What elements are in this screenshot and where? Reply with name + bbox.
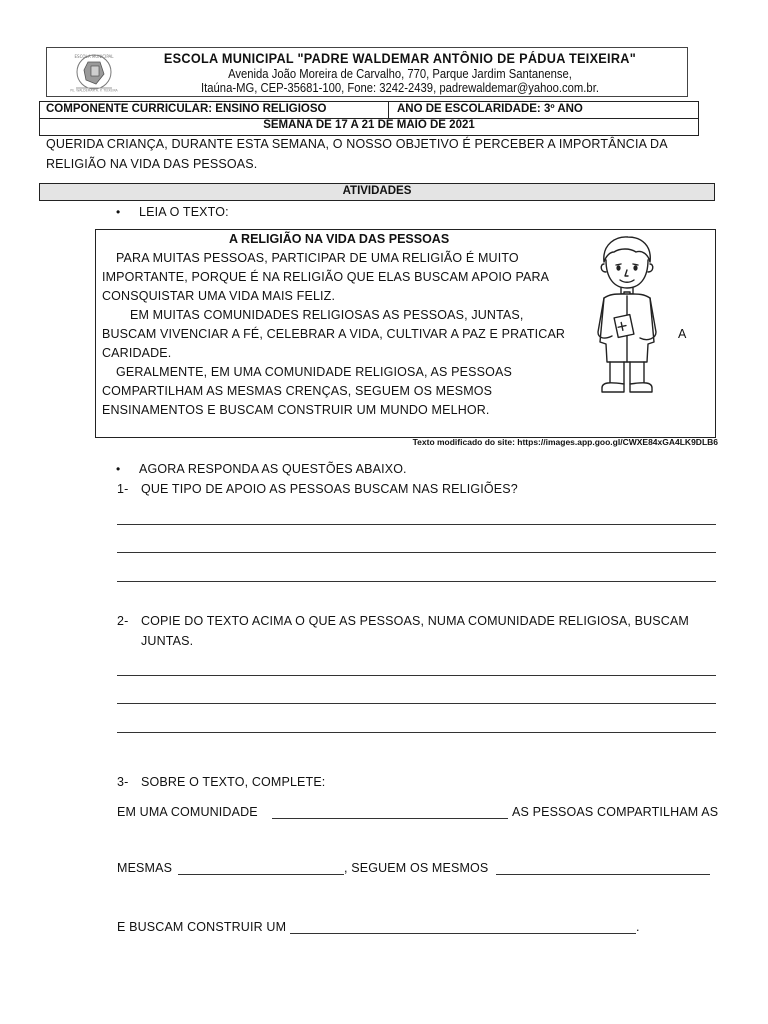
answer-instruction: AGORA RESPONDA AS QUESTÕES ABAIXO.: [139, 462, 407, 476]
question-1: QUE TIPO DE APOIO AS PESSOAS BUSCAM NAS RELIGIÕES?: [141, 482, 518, 496]
reading-trailing-a: A: [678, 327, 687, 341]
blank-teachings[interactable]: [496, 862, 710, 875]
reading-line: CONSQUISTAR UMA VIDA MAIS FELIZ.: [102, 289, 336, 303]
complete-sentence-3-start: E BUSCAM CONSTRUIR UM: [117, 920, 287, 934]
bullet-icon: •: [116, 462, 121, 476]
complete-sentence-1-start: EM UMA COMUNIDADE: [117, 805, 258, 819]
activities-header: [39, 183, 715, 201]
week-range: SEMANA DE 17 A 21 DE MAIO DE 2021: [263, 119, 475, 131]
complete-sentence-1-end: AS PESSOAS COMPARTILHAM AS: [512, 805, 719, 819]
reading-line: COMPARTILHAM AS MESMAS CRENÇAS, SEGUEM OS MESMOS: [102, 384, 493, 398]
reading-line: EM MUITAS COMUNIDADES RELIGIOSAS AS PESSOAS, JUNTAS,: [130, 308, 524, 322]
school-logo-icon: [62, 52, 126, 92]
svg-text:ESCOLA MUNICIPAL: ESCOLA MUNICIPAL: [74, 54, 114, 59]
complete-sentence-3-end: .: [636, 920, 640, 934]
blank-community[interactable]: [272, 806, 508, 819]
bullet-icon: •: [116, 205, 121, 219]
complete-sentence-2-mid: , SEGUEM OS MESMOS: [344, 861, 489, 875]
intro-line-2: RELIGIÃO NA VIDA DAS PESSOAS.: [46, 157, 258, 171]
blank-beliefs[interactable]: [178, 862, 344, 875]
question-number: 2-: [117, 614, 129, 628]
school-address: Avenida João Moreira de Carvalho, 770, Parque Jardim Santanense,: [228, 67, 572, 81]
blank-better-world[interactable]: [290, 921, 636, 934]
reading-title: A RELIGIÃO NA VIDA DAS PESSOAS: [229, 232, 450, 246]
answer-line[interactable]: [117, 524, 716, 525]
svg-text:PE. WALDEMAR A. P. TEIXEIRA: PE. WALDEMAR A. P. TEIXEIRA: [70, 88, 118, 92]
answer-line[interactable]: [117, 732, 716, 733]
question-3: SOBRE O TEXTO, COMPLETE:: [141, 775, 326, 789]
intro-line-1: QUERIDA CRIANÇA, DURANTE ESTA SEMANA, O NOSSO OBJETIVO É PERCEBER A IMPORTÂNCIA DA: [46, 137, 668, 151]
source-credit: Texto modificado do site: https://images.app.goo.gl/CWXE84xGA4LK9DLB6: [412, 437, 718, 447]
complete-sentence-2-start: MESMAS: [117, 861, 173, 875]
read-instruction: LEIA O TEXTO:: [139, 205, 229, 219]
school-year: ANO DE ESCOLARIDADE: 3º ANO: [397, 103, 583, 115]
question-2-line-1: COPIE DO TEXTO ACIMA O QUE AS PESSOAS, NUMA COMUNIDADE RELIGIOSA, BUSCAM: [141, 614, 689, 628]
school-contact: Itaúna-MG, CEP-35681-100, Fone: 3242-2439, padrewaldemar@yahoo.com.br.: [201, 81, 599, 95]
answer-line[interactable]: [117, 581, 716, 582]
component-cell: [40, 102, 389, 118]
activities-label: ATIVIDADES: [342, 185, 412, 197]
info-table: [39, 101, 699, 136]
question-number: 1-: [117, 482, 129, 496]
info-row: [40, 102, 698, 119]
reading-line: BUSCAM VIVENCIAR A FÉ, CELEBRAR A VIDA, CULTIVAR A PAZ E PRATICAR: [102, 327, 566, 341]
reading-line: CARIDADE.: [102, 346, 172, 360]
answer-line[interactable]: [117, 552, 716, 553]
school-name: ESCOLA MUNICIPAL "PADRE WALDEMAR ANTÔNIO DE PÁDUA TEIXEIRA": [163, 51, 637, 66]
answer-line[interactable]: [117, 703, 716, 704]
reading-line: GERALMENTE, EM UMA COMUNIDADE RELIGIOSA, AS PESSOAS: [116, 365, 512, 379]
curricular-component: COMPONENTE CURRICULAR: ENSINO RELIGIOSO: [46, 103, 327, 115]
reading-line: IMPORTANTE, PORQUE É NA RELIGIÃO QUE ELAS BUSCAM APOIO PARA: [102, 270, 550, 284]
reading-line: PARA MUITAS PESSOAS, PARTICIPAR DE UMA RELIGIÃO É MUITO: [116, 251, 519, 265]
priest-figure-icon: [590, 232, 664, 398]
reading-line: ENSINAMENTOS E BUSCAM CONSTRUIR UM MUNDO MELHOR.: [102, 403, 490, 417]
answer-line[interactable]: [117, 675, 716, 676]
question-2-line-2: JUNTAS.: [141, 634, 194, 648]
question-number: 3-: [117, 775, 129, 789]
